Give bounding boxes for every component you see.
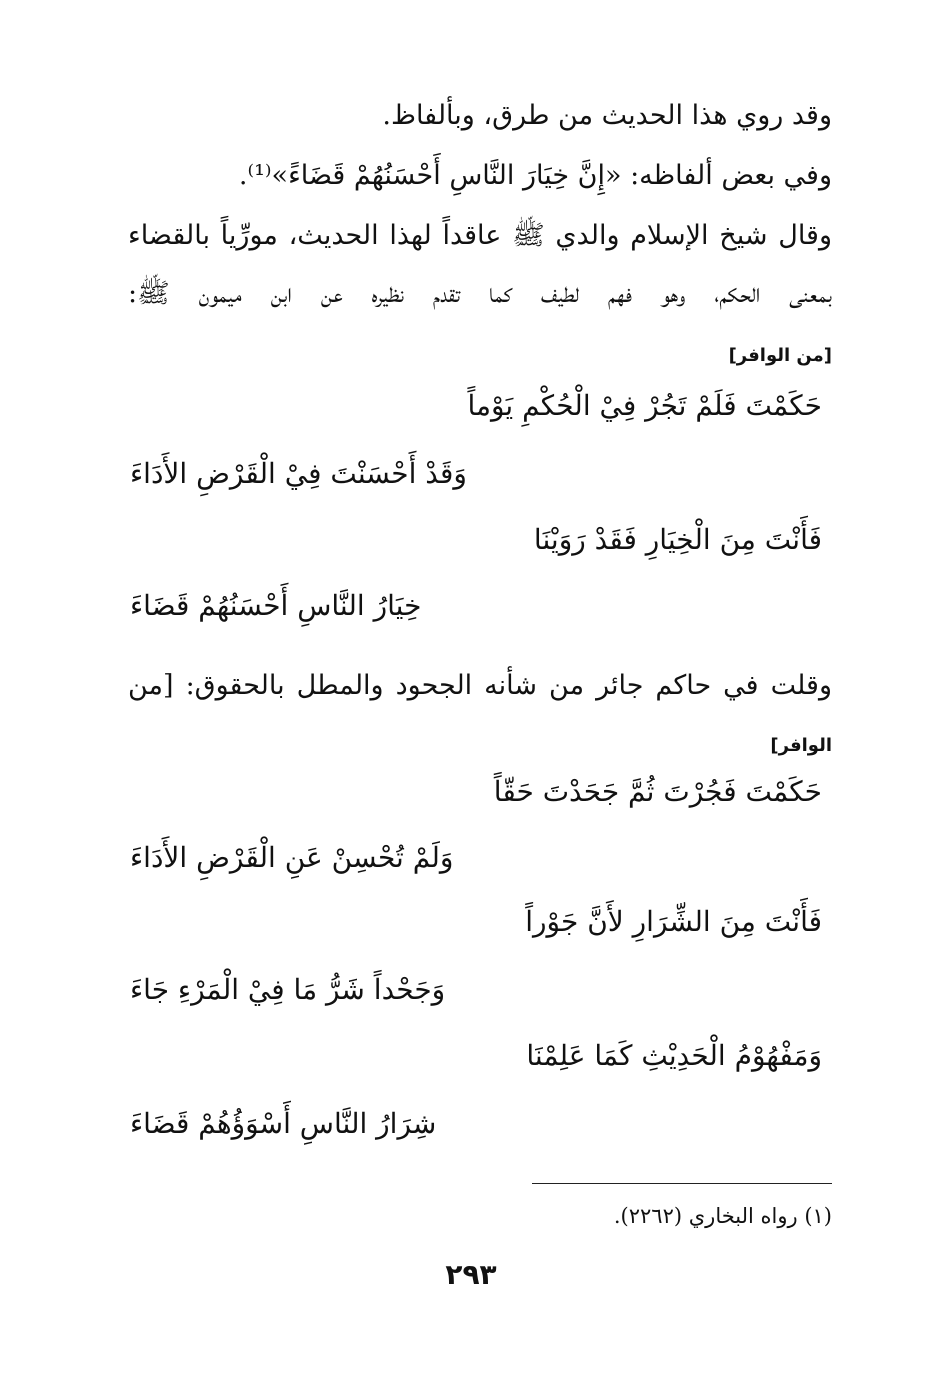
poem2-intro: وقلت في حاكم جائر من شأنه الجحود والمطل بالحقوق: [من [128,670,832,701]
poem1-verse-1: حَكَمْتَ فَلَمْ تَجُرْ فِيْ الْحُكْمِ يَوْماً [467,389,822,422]
prose-line-3: وقال شيخ الإسلام والدي ﷺ عاقداً لهذا الحديث، مورِّياً بالقضاء [128,220,832,251]
meter-tag-continued: الوافر] [770,735,832,756]
poem2-verse-1: حَكَمْتَ فَجُرْتَ ثُمَّ جَحَدْتَ حَقّاً [493,775,822,808]
poem2-verse-2: وَلَمْ تُحْسِنْ عَنِ الْقَرْضِ الأَدَاءَ [130,841,454,874]
prose-line-4: بمعنى الحكم، وهو فهم لطيف كما تقدم نظيره عن ابن ميمون ﷺ: [128,278,832,309]
footnote-divider [532,1183,832,1184]
poem2-verse-3: فَأَنْتَ مِنَ الشِّرَارِ لأَنَّ جَوْراً [525,905,822,938]
poem2-verse-6: شِرَارُ النَّاسِ أَسْوَؤُهُمْ قَضَاءَ [130,1107,437,1140]
poem2-verse-5: وَمَفْهُوْمُ الْحَدِيْثِ كَمَا عَلِمْنَا [526,1039,822,1072]
page-number: ٢٩٣ [445,1258,497,1291]
poem2-verse-4: وَجَحْداً شَرُّ مَا فِيْ الْمَرْءِ جَاءَ [130,973,446,1006]
footnote: (١) رواه البخاري (٢٢٦٢). [613,1204,832,1228]
poem1-verse-3: فَأَنْتَ مِنَ الْخِيَارِ فَقَدْ رَوَيْنَا [533,523,822,556]
poem1-verse-2: وَقَدْ أَحْسَنْتَ فِيْ الْقَرْضِ الأَدَاءَ [130,457,467,490]
poem1-verse-4: خِيَارُ النَّاسِ أَحْسَنُهُمْ قَضَاءَ [130,589,422,622]
meter-tag: [من الوافر] [728,345,832,366]
prose-line-1: وقد روي هذا الحديث من طرق، وبألفاظ. [382,100,832,131]
prose-line-2: وفي بعض ألفاظه: «إِنَّ خِيَارَ النَّاسِ أَحْسَنُهُمْ قَضَاءً»⁽¹⁾. [238,160,832,191]
